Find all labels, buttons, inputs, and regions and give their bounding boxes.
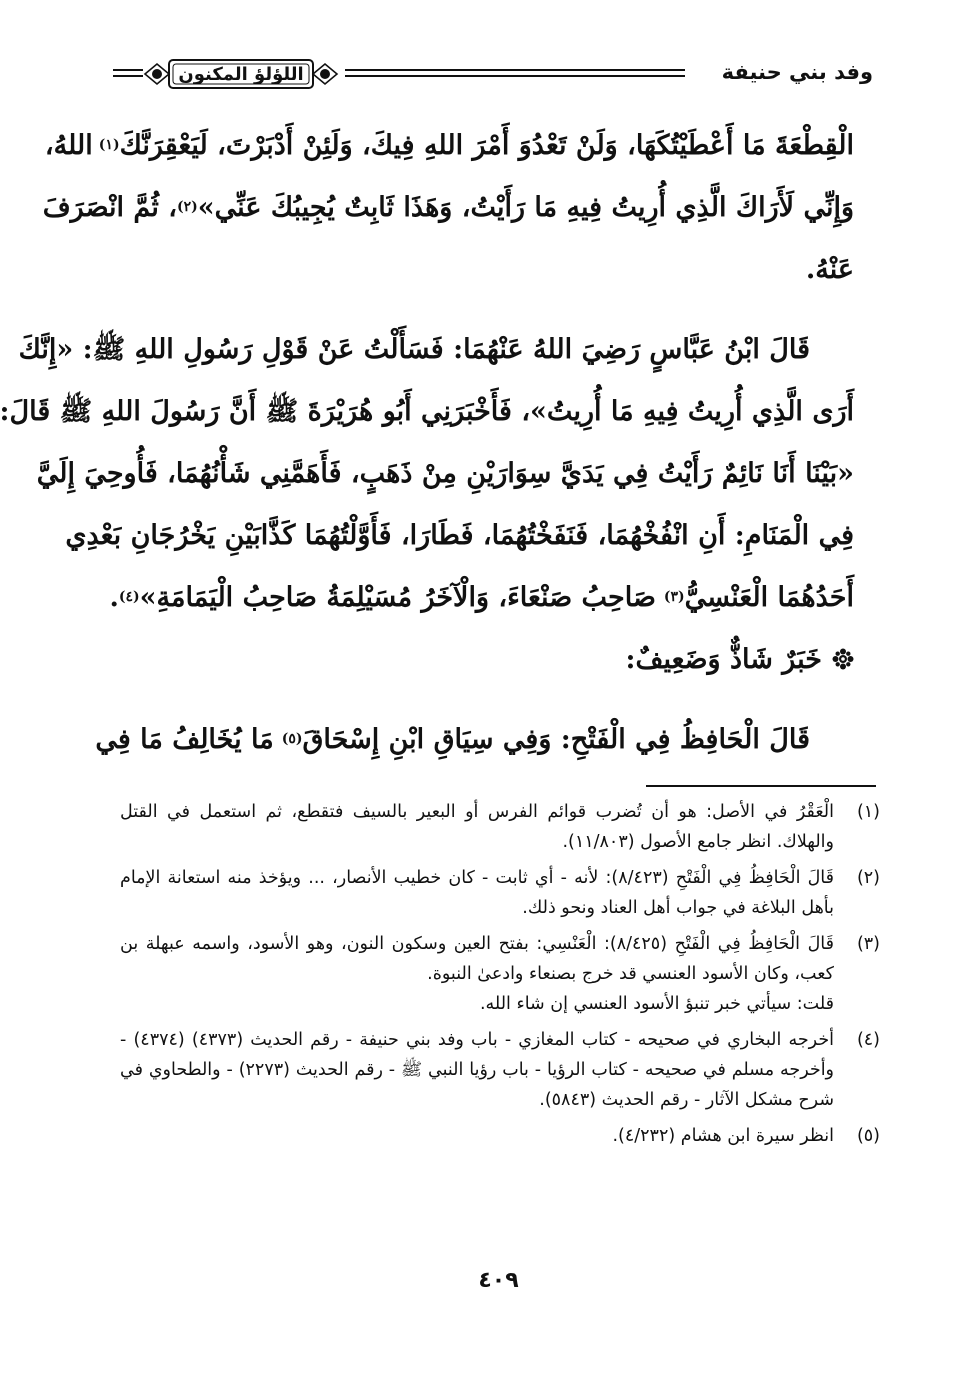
footnote-text: أخرجه البخاري في صحيحه - كتاب المغازي - باب وفد بني حنيفة - رقم الحديث (٤٣٧٣) (٤٣٧٤) - وأخرجه مسلم في صحيحه - كتاب الرؤيا - باب رؤيا النبي ﷺ - رقم الحديث (٢٢٧٣) - والطحاوي في شرح مشكل الآثار - رقم الحديث (٥٨٤٣). — [120, 1030, 835, 1110]
footnote-marker: (١) — [98, 137, 120, 153]
subheading — [142, 628, 854, 690]
footnote-number: (١) — [856, 802, 880, 822]
subheading-text: خَبَرٌ شَاذٌّ وَضَعِيفٌ: — [625, 643, 822, 675]
header-rule-right — [345, 69, 685, 77]
footnote-text: انظر سيرة ابن هشام (٤/٢٣٢). — [612, 1126, 834, 1146]
footnote-separator — [646, 785, 876, 787]
text-line: أَرَى الَّذِي أُرِيتُ فِيهِ مَا أُرِيتُ»، فَأَخْبَرَنِي أَبُو هُرَيْرَةَ ﷺ أَنَّ رَسُولَ اللهِ ﷺ قَالَ: — [0, 395, 854, 427]
section-title: وفد بني حنيفة — [721, 60, 873, 84]
footnote-note: قلت: سيأتي خبر تنبؤ الأسود العنسي إن شاء الله. — [479, 994, 834, 1014]
text-line: قَالَ ابْنُ عَبَّاسٍ رَضِيَ اللهُ عَنْهُمَا: فَسَأَلْتُ عَنْ قَوْلِ رَسُولِ اللهِ ﷺ: «إِنَّكَ — [18, 333, 810, 365]
footnote-text: الْعَقْرُ في الأصل: هو أن تُضرب قوائم الفرس أو البعير بالسيف فتقطع، ثم استعمل في القتل والهلاك. انظر جامع الأصول (١١/٨٠٣). — [120, 802, 834, 852]
footnote-number: (٤) — [856, 1030, 880, 1050]
footnote-number: (٣) — [856, 934, 880, 954]
main-text — [0, 114, 854, 770]
footnotes — [120, 797, 880, 1157]
footnote-text: قَالَ الْحَافِظُ فِي الْفَتْحِ (٨/٤٢٣): لأنه - أي ثابت - كان خطيب الأنصار، ... ويؤخذ منه استعانة الإمام بأهل البلاغة في جواب أهل العناد ونحو ذلك. — [120, 868, 834, 918]
text-line: قَالَ الْحَافِظُ فِي الْفَتْحِ: وَفِي سِيَاقِ ابْنِ إِسْحَاقَ (٥) مَا يُخَالِفُ مَا فِي — [95, 723, 810, 755]
book-title: اللؤلؤ المكنون — [178, 63, 304, 85]
footnote-marker: (٢) — [177, 199, 198, 215]
footnote-marker: (٣) — [663, 589, 685, 605]
flower-ornament-icon — [832, 648, 854, 670]
text-line: الْقِطْعَةَ مَا أَعْطَيْتُكَهَا، وَلَنْ تَعْدُوَ أَمْرَ اللهِ فِيكَ، وَلَئِنْ أَدْبَرْتَ، لَيَعْقِرَنَّكَ (١) اللهُ، — [44, 129, 854, 161]
page-header — [133, 56, 873, 96]
footnote — [120, 929, 880, 989]
text-line: فِي الْمَنَامِ: أَنِ انْفُخْهُمَا، فَنَفَخْتُهُمَا، فَطَارَا، فَأَوَّلْتُهُمَا كَذَّابَيْنِ يَخْرُجَانِ بَعْدِي — [65, 519, 854, 551]
footnote — [120, 1025, 880, 1115]
footnote-text: قَالَ الْحَافِظُ فِي الْفَتْحِ (٨/٤٢٥): الْعَنْسِي: بفتح العين وسكون النون، وهو الأسود، واسمه عبهلة بن كعب، وكان الأسود العنسي قد خرج بصنعاء وادعىٰ النبوة. — [120, 934, 834, 984]
text-line: وَإِنِّي لَأَرَاكَ الَّذِي أُرِيتُ فِيهِ مَا رَأَيْتُ، وَهَذَا ثَابِتٌ يُجِيبُكَ عَنِّي» (٢) ، ثُمَّ انْصَرَفَ — [42, 191, 854, 223]
footnote-marker: (٥) — [281, 731, 303, 747]
footnote-number: (٥) — [856, 1126, 880, 1146]
footnote — [120, 863, 880, 923]
text-line: «بَيْنَا أَنَا نَائِمٌ رَأَيْتُ فِي يَدَيَّ سِوَارَيْنِ مِنْ ذَهَبٍ، فَأَهَمَّنِي شَأْنُهُمَا، فَأُوحِيَ إِلَيَّ — [36, 457, 854, 489]
footnote — [120, 797, 880, 857]
page-number: ٤٠٩ — [478, 1268, 519, 1293]
text-line: عَنْهُ. — [805, 253, 854, 285]
footnote-marker: (٤) — [118, 589, 140, 605]
header-rule-left — [113, 69, 143, 77]
text-line: أَحَدُهُمَا الْعَنْسِيُّ (٣) صَاحِبُ صَنْعَاءَ، وَالْآخَرُ مُسَيْلِمَةُ صَاحِبُ الْيَمَامَةِ» (٤) . — [109, 581, 854, 613]
book-title-cartouche — [143, 56, 339, 92]
footnote — [120, 1121, 880, 1151]
footnote-number: (٢) — [856, 868, 880, 888]
